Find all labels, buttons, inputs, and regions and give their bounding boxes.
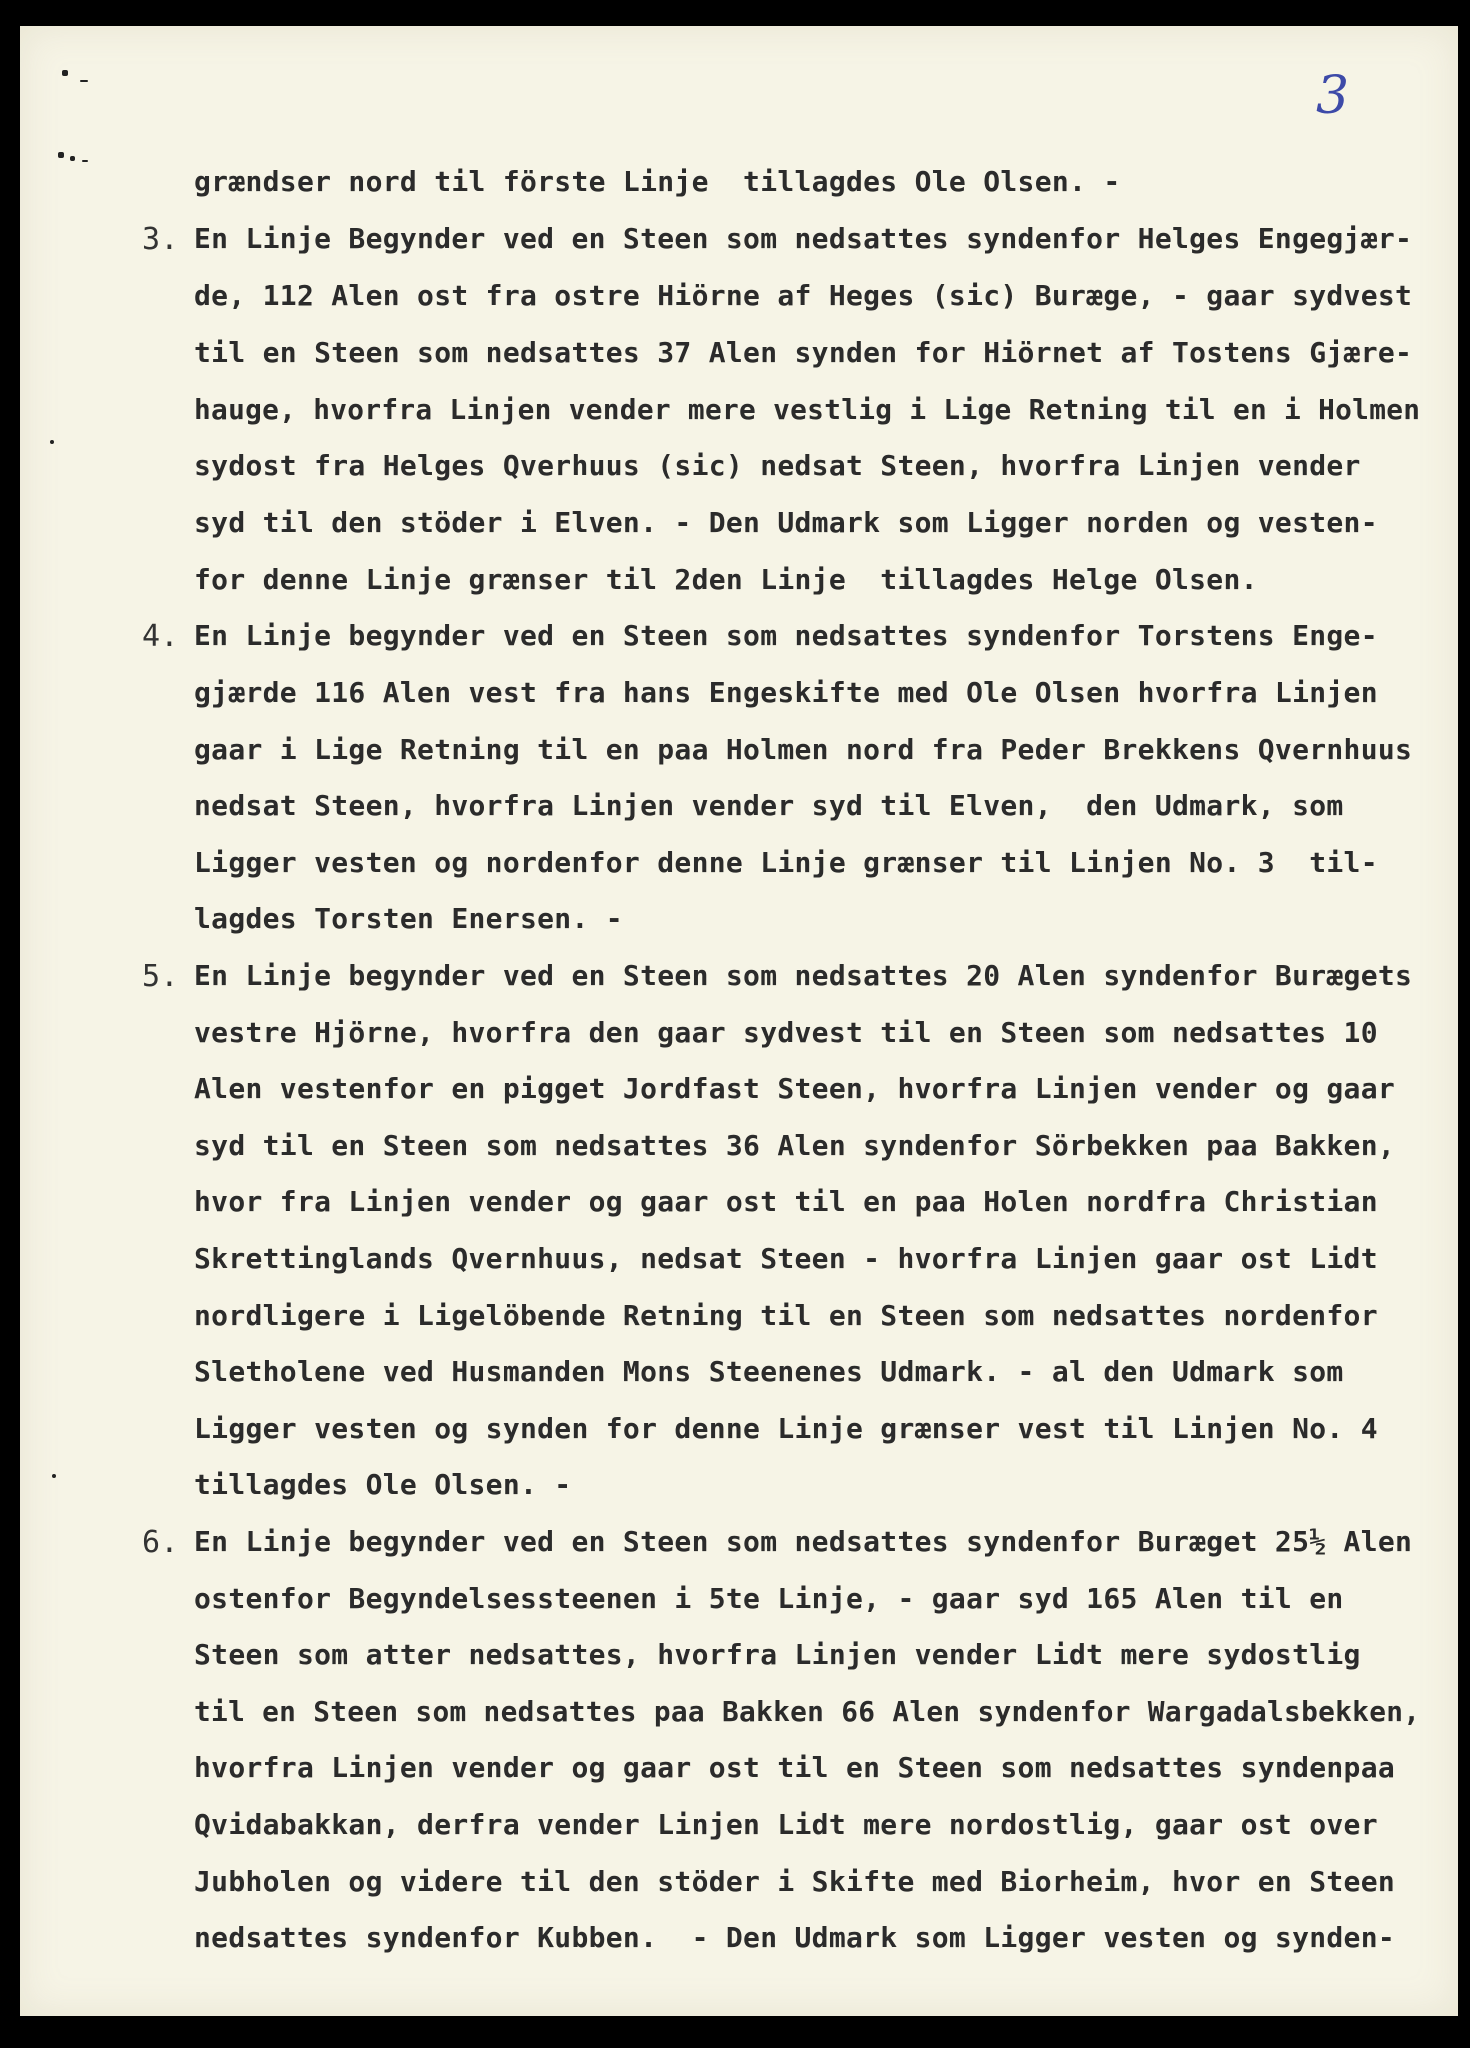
text-line: til en Steen som nedsattes 37 Alen synden for Hiörnet af Tostens Gjære-: [194, 336, 1413, 369]
text-line: ostenfor Begyndelsessteenen i 5te Linje, - gaar syd 165 Alen til en: [194, 1582, 1344, 1615]
item-number: 4.: [142, 619, 179, 654]
text-line: Qvidabakkan, derfra vender Linjen Lidt mere nordostlig, gaar ost over: [194, 1808, 1378, 1841]
text-line: lagdes Torsten Enersen. -: [194, 902, 623, 935]
text-line: syd til en Steen som nedsattes 36 Alen syndenfor Sörbekken paa Bakken,: [194, 1129, 1396, 1162]
text-line: En Linje begynder ved en Steen som nedsattes syndenfor Buræget 25½ Alen: [194, 1525, 1413, 1558]
punch-mark: [62, 70, 68, 76]
text-line: for denne Linje grænser til 2den Linje tillagdes Helge Olsen.: [194, 563, 1258, 596]
punch-mark: [82, 160, 88, 162]
text-line: nordligere i Ligelöbende Retning til en Steen som nedsattes nordenfor: [194, 1299, 1378, 1332]
punch-mark: [50, 440, 54, 444]
text-line: gjærde 116 Alen vest fra hans Engeskifte med Ole Olsen hvorfra Linjen: [194, 676, 1378, 709]
text-line: til en Steen som nedsattes paa Bakken 66 Alen syndenfor Wargadalsbekken,: [194, 1695, 1421, 1728]
item-number: 3.: [142, 222, 179, 257]
text-line: nedsattes syndenfor Kubben. - Den Udmark som Ligger vesten og synden-: [194, 1921, 1396, 1954]
text-line: Ligger vesten og nordenfor denne Linje grænser til Linjen No. 3 til-: [194, 846, 1378, 879]
text-line: grændser nord til förste Linje tillagdes Ole Olsen. -: [194, 165, 1121, 198]
text-line: En Linje Begynder ved en Steen som nedsattes syndenfor Helges Engegjær-: [194, 222, 1413, 255]
text-line: de, 112 Alen ost fra ostre Hiörne af Heges (sic) Buræge, - gaar sydvest: [194, 279, 1413, 312]
text-line: En Linje begynder ved en Steen som nedsattes syndenfor Torstens Enge-: [194, 619, 1378, 652]
punch-mark: [70, 156, 75, 161]
text-line: gaar i Lige Retning til en paa Holmen nord fra Peder Brekkens Qvernhuus: [194, 733, 1413, 766]
item-number: 6.: [142, 1525, 179, 1560]
item-number: 5.: [142, 959, 179, 994]
text-line: Sletholene ved Husmanden Mons Steenenes Udmark. - al den Udmark som: [194, 1355, 1344, 1388]
text-line: hvorfra Linjen vender og gaar ost til en Steen som nedsattes syndenpaa: [194, 1751, 1396, 1784]
punch-mark: [58, 152, 64, 158]
text-line: hvor fra Linjen vender og gaar ost til en paa Holen nordfra Christian: [194, 1185, 1378, 1218]
text-line: Steen som atter nedsattes, hvorfra Linjen vender Lidt mere sydostlig: [194, 1638, 1361, 1671]
text-line: tillagdes Ole Olsen. -: [194, 1468, 572, 1501]
text-line: hauge, hvorfra Linjen vender mere vestlig i Lige Retning til en i Holmen: [194, 393, 1421, 426]
text-line: sydost fra Helges Qverhuus (sic) nedsat Steen, hvorfra Linjen vender: [194, 449, 1361, 482]
text-line: Ligger vesten og synden for denne Linje grænser vest til Linjen No. 4: [194, 1412, 1378, 1445]
page-number: 3: [1316, 66, 1350, 126]
text-line: Skrettinglands Qvernhuus, nedsat Steen - hvorfra Linjen gaar ost Lidt: [194, 1242, 1378, 1275]
text-line: Jubholen og videre til den stöder i Skifte med Biorheim, hvor en Steen: [194, 1865, 1396, 1898]
text-line: En Linje begynder ved en Steen som nedsattes 20 Alen syndenfor Burægets: [194, 959, 1413, 992]
text-line: syd til den stöder i Elven. - Den Udmark som Ligger norden og vesten-: [194, 506, 1378, 539]
text-line: vestre Hjörne, hvorfra den gaar sydvest til en Steen som nedsattes 10: [194, 1016, 1378, 1049]
text-line: nedsat Steen, hvorfra Linjen vender syd til Elven, den Udmark, som: [194, 789, 1344, 822]
punch-mark: [52, 1474, 56, 1478]
text-line: Alen vestenfor en pigget Jordfast Steen, hvorfra Linjen vender og gaar: [194, 1072, 1396, 1105]
punch-mark: [80, 80, 88, 82]
